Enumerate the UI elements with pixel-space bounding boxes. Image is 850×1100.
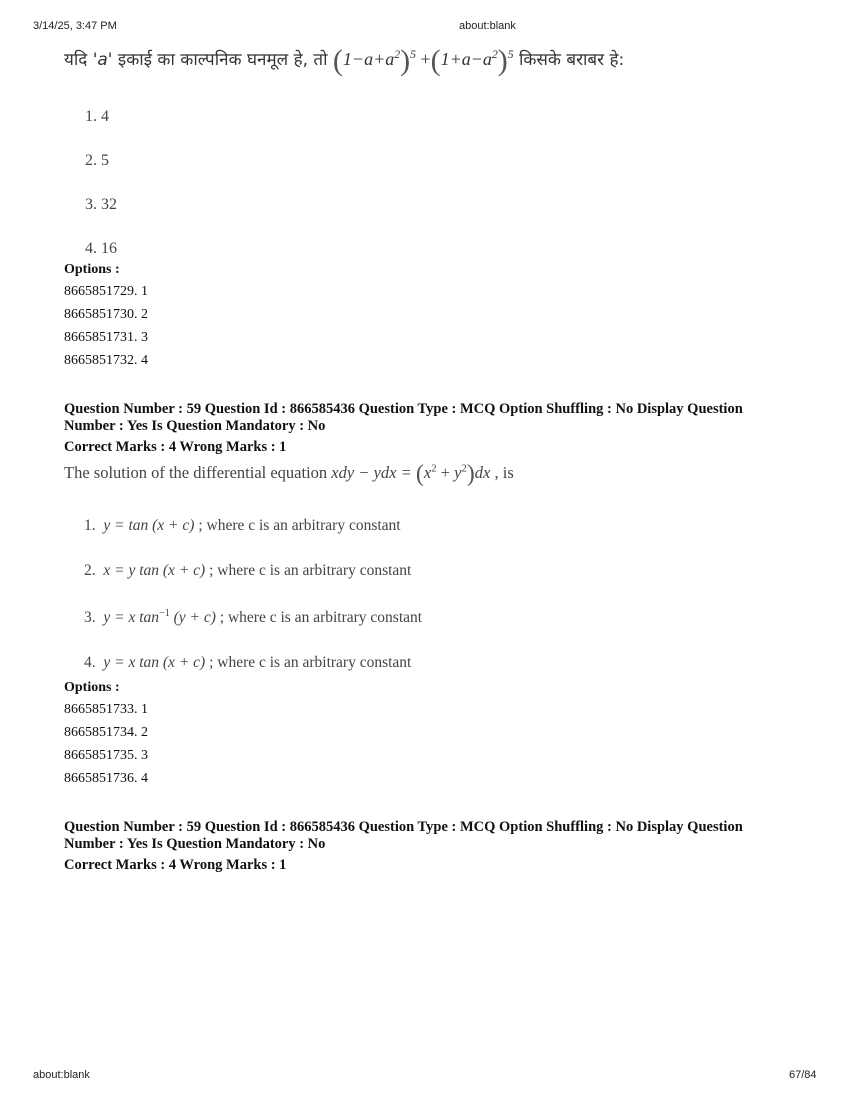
q1-option-4: 8665851732. 4: [64, 353, 148, 368]
q2-choice-3-eq-sup: −1: [159, 608, 170, 619]
q2-stem-plus: +: [436, 462, 455, 482]
q2-meta-line-3: Correct Marks : 4 Wrong Marks : 1: [64, 439, 287, 455]
q2-choice-3-eq-pre: y = x tan: [103, 609, 160, 627]
q2-choice-2: [84, 562, 411, 580]
q1-option-3: 8665851731. 3: [64, 330, 148, 345]
q1-exp-outer-2: 5: [507, 48, 514, 62]
q1-choice-1: 1. 4: [85, 108, 109, 125]
q1-exp-inner-1: 2: [394, 48, 401, 62]
q2-choice-1-eq: y = tan (x + c): [103, 517, 195, 534]
q2-stem-x-exp: 2: [431, 462, 437, 475]
q2-choice-3: [84, 608, 422, 627]
q2-choice-4: [84, 654, 411, 672]
q1-choice-4: 4. 16: [85, 240, 117, 257]
q1-choice-2: 2. 5: [85, 152, 109, 169]
q2-stem-dx: dx: [474, 462, 491, 482]
q2-option-4: 8665851736. 4: [64, 771, 148, 786]
q1-stem-suffix: किसके बराबर हे:: [513, 50, 625, 71]
q2-choice-1-num: 1.: [84, 517, 96, 534]
q2-stem-y-exp: 2: [461, 462, 467, 475]
q2-stem-y: y: [454, 462, 462, 482]
q2-choice-2-text: ; where c is an arbitrary constant: [205, 562, 412, 579]
q2-choice-3-num: 3.: [84, 609, 96, 627]
q3-meta-line-3: Correct Marks : 4 Wrong Marks : 1: [64, 857, 287, 873]
q2-options-label: Options :: [64, 680, 120, 695]
q1-exp-outer-1: 5: [410, 48, 416, 62]
q1-stem-prefix: यदि: [64, 50, 93, 71]
q1-option-1: 8665851729. 1: [64, 284, 148, 299]
q3-meta-line-2: Number : Yes Is Question Mandatory : No: [64, 836, 326, 852]
q2-stem: The solution of the differential equation xdy − ydx = $(x^2 + y^2)dx$ , is: [64, 461, 514, 487]
q3-meta-line-1: Question Number : 59 Question Id : 866585436 Question Type : MCQ Option Shuffling : No Display Question: [64, 819, 743, 835]
print-footer-url: about:blank: [33, 1069, 90, 1081]
q1-expr-term1: 1−a+a: [342, 49, 395, 70]
q2-choice-3-text: ; where c is an arbitrary constant: [215, 609, 423, 627]
q2-option-2: 8665851734. 2: [64, 725, 148, 740]
q1-option-2: 8665851730. 2: [64, 307, 148, 322]
q2-choice-4-eq: y = x tan (x + c): [103, 654, 206, 671]
q1-plus: +: [420, 49, 431, 70]
q1-stem-middle: इकाई का काल्पनिक घनमूल हे, तो: [112, 50, 333, 71]
q2-choice-4-num: 4.: [84, 654, 96, 671]
q2-choice-2-num: 2.: [84, 562, 96, 579]
q2-meta-line-2: Number : Yes Is Question Mandatory : No: [64, 418, 326, 434]
q2-stem-x: x: [423, 462, 432, 482]
print-header-url: about:blank: [459, 20, 516, 32]
q2-choice-1-text: ; where c is an arbitrary constant: [194, 517, 401, 534]
q2-stem-lhs: xdy − ydx =: [331, 462, 416, 482]
q2-meta-line-1: Question Number : 59 Question Id : 866585436 Question Type : MCQ Option Shuffling : No Display Question: [64, 401, 743, 417]
q1-expr-term2: 1+a−a: [440, 49, 492, 70]
q1-stem: [64, 46, 624, 76]
q2-option-1: 8665851733. 1: [64, 702, 148, 717]
print-timestamp: 3/14/25, 3:47 PM: [33, 20, 117, 32]
q2-choice-3-eq-post: (y + c): [169, 609, 216, 627]
q2-stem-text: The solution of the differential equation: [64, 462, 332, 482]
page-number: 67/84: [789, 1069, 817, 1081]
q1-expression: $(1-a+a^2)^5 +(1+a-a^2)^5$: [332, 44, 514, 77]
q2-option-3: 8665851735. 3: [64, 748, 148, 763]
q1-options-label: Options :: [64, 262, 120, 277]
q1-exp-inner-2: 2: [491, 48, 498, 62]
q1-stem-var: 'a': [92, 50, 113, 71]
q2-stem-end: , is: [490, 462, 514, 482]
q1-choice-3: 3. 32: [85, 196, 117, 213]
q2-choice-2-eq: x = y tan (x + c): [103, 562, 206, 579]
q2-choice-4-text: ; where c is an arbitrary constant: [205, 654, 412, 671]
q2-choice-1: [84, 517, 401, 535]
